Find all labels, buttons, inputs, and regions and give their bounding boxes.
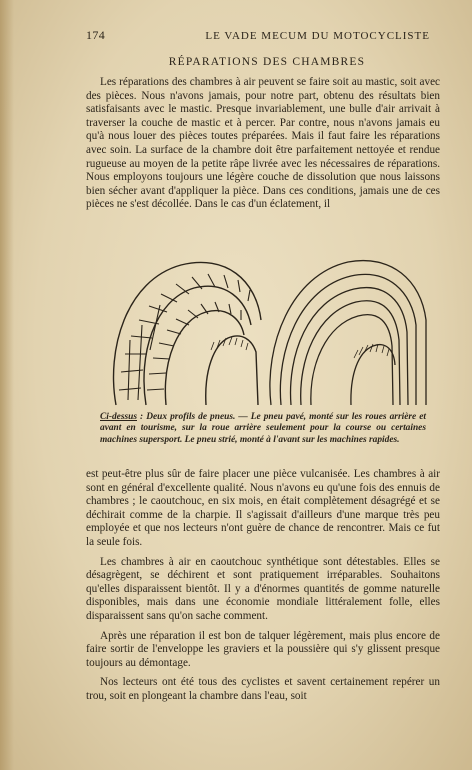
caption-lead: Ci-dessus <box>100 412 137 422</box>
tyre-drawings <box>86 240 440 410</box>
paragraph: Après une réparation il est bon de talquer légèrement, mais plus encore de faire sortir de l'enveloppe les graviers et la poussière qui s'y glissent presque toujours au démontage. <box>86 629 440 669</box>
paragraph: Nos lecteurs ont été tous des cyclistes et savent certainement repérer un trou, soit en plongeant la chambre dans l'eau, soit <box>86 676 440 702</box>
paragraph: Les chambres à air en caoutchouc synthétique sont détestables. Elles se désagrègent, se déchirent et sont pratiquement irréparables. Souhaitons qu'elles disparaissent bientôt. Il y a d'énormes quantités de gomme naturelle disponibles, mais dans une économie mondiale littéralement folle, elles disparaissent sans qu'on sache comment. <box>86 555 440 622</box>
book-title: LE VADE MECUM DU MOTOCYCLISTE <box>205 30 430 42</box>
paragraph: Les réparations des chambres à air peuvent se faire soit au mastic, soit avec des pièces. Nous n'avons jamais, pour notre part, obtenu des résultats bien satisfaisants avec le mastic. Presque invariablement, une bulle d'air arrivait à traverser la couche de mastic et à percer. Par contre, nous n'avons jamais eu qu'à nous louer des pièces toutes préparées. Mais il faut faire les réparations avec soin. La surface de la chambre doit être parfaitement nettoyée et rendue rugueuse au moyen de la petite râpe livrée avec les nécessaires de réparations. Nous employons toujours une légère couche de dissolution que nous laissons bien sécher avant d'appliquer la pièce. Dans ces conditions, jamais une de ces pièces ne s'est décollée. Dans le cas d'un éclatement, il <box>86 76 440 211</box>
figure-caption <box>100 412 426 446</box>
paragraph: est peut-être plus sûr de faire placer une pièce vulcanisée. Les chambres à air sont en général d'excellente qualité. Nous n'avons eu qu'une fois des ennuis de chambres ; le caoutchouc, en six mois, en était complètement désagrégé et se déchirait comme de la charpie. Il s'agissait d'ailleurs d'une marque très peu employée et que nos lecteurs n'ont guère de chance de rencontrer. Mais ce fut la seule fois. <box>86 468 440 548</box>
tyre-illustration <box>86 222 440 462</box>
caption-text: : Deux profils de pneus. — Le pneu pavé, monté sur les roues arrière et avant en tourisme, sur la roue arrière seulement pour la course ou certaines machines supersport. Le pneu strié, monté à l'avant sur les machines rapides. <box>100 412 426 445</box>
running-head <box>86 28 448 43</box>
ribbed-tread-tyre-drawing <box>270 261 426 405</box>
page-number: 174 <box>86 28 106 42</box>
block-tread-tyre-drawing <box>114 262 261 405</box>
body-text-bottom <box>86 468 440 710</box>
chapter-title: RÉPARATIONS DES CHAMBRES <box>168 56 366 68</box>
body-text-top <box>86 76 440 218</box>
